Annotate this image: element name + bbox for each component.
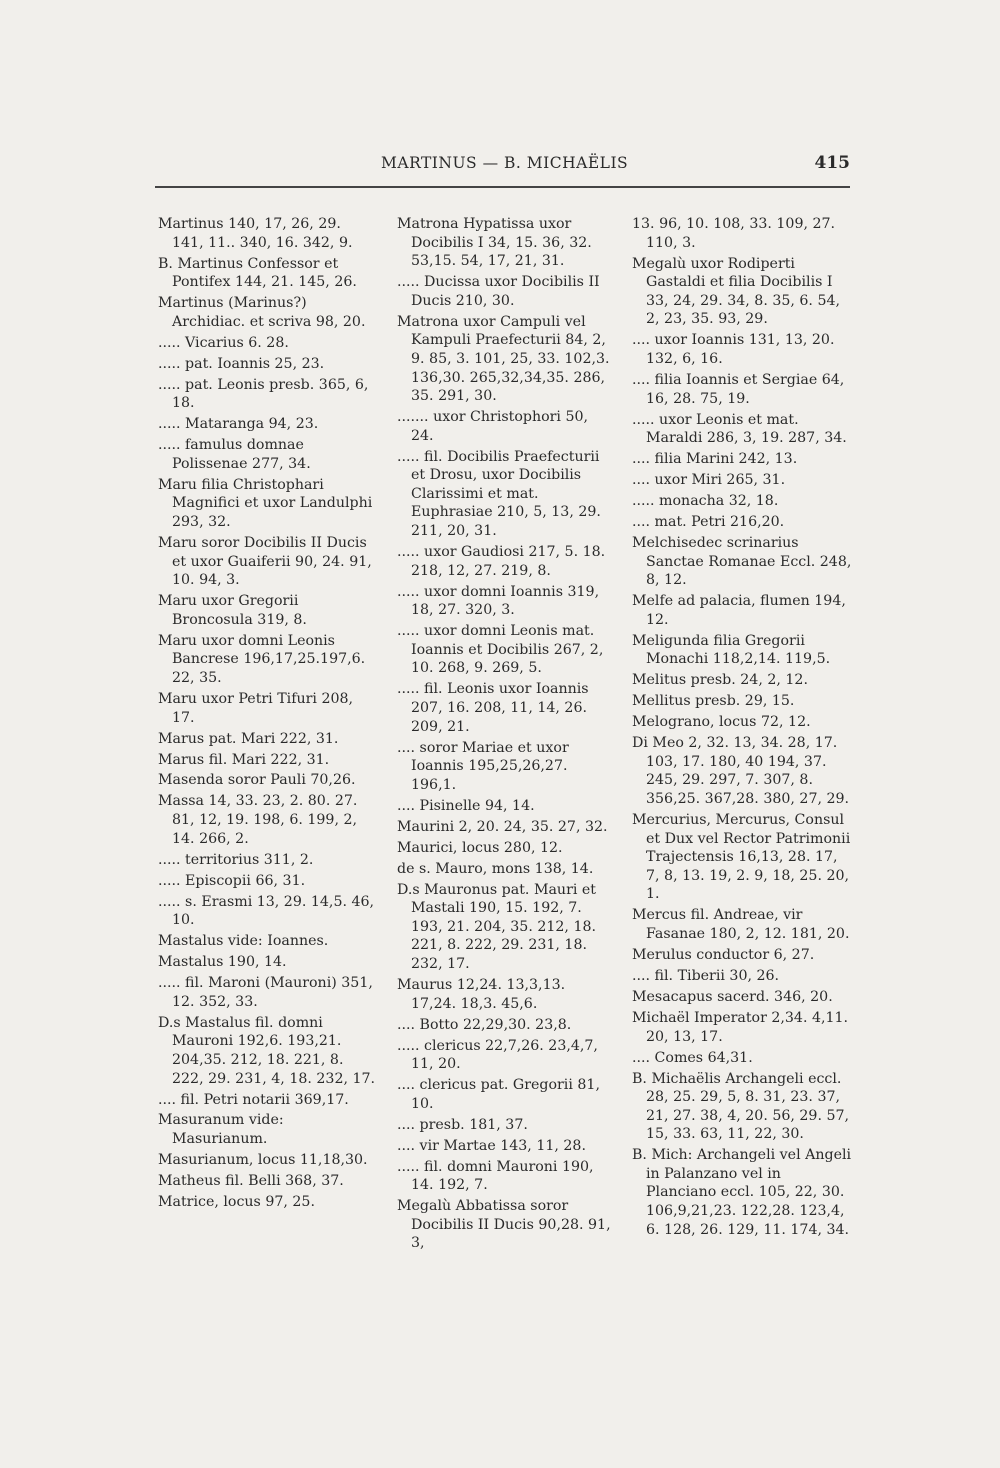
index-entry: ..... Ducissa uxor Docibilis II Ducis 210, 30. (397, 274, 600, 309)
index-entry: Maru uxor domni Leonis Bancrese 196,17,25.197,6. 22, 35. (158, 632, 366, 686)
index-entry: ..... fil. domni Mauroni 190, 14. 192, 7. (397, 1158, 594, 1194)
index-entry: Matheus fil. Belli 368, 37. (158, 1173, 344, 1190)
index-entry: ..... uxor domni Leonis mat. Ioannis et Docibilis 267, 2, 10. 268, 9. 269, 5. (397, 623, 604, 677)
index-entry: Martinus 140, 17, 26, 29. 141, 11.. 340, 16. 342, 9. (158, 216, 353, 251)
index-entry: Matrice, locus 97, 25. (158, 1194, 315, 1211)
index-entry: Marus pat. Mari 222, 31. (158, 730, 339, 747)
index-entry: .... Pisinelle 94, 14. (397, 797, 535, 814)
index-entry: ..... pat. Leonis presb. 365, 6, 18. (158, 376, 369, 412)
index-entry: Mercus fil. Andreae, vir Fasanae 180, 2, 12. 181, 20. (632, 907, 850, 943)
index-entry: Mesacapus sacerd. 346, 20. (632, 988, 833, 1005)
index-entry: Martinus (Marinus?) Archidiac. et scriva 98, 20. (158, 295, 366, 330)
index-entry: Maru uxor Gregorii Broncosula 319, 8. (158, 593, 307, 628)
index-entry: Mastalus 190, 14. (158, 954, 287, 971)
index-entry: ..... territorius 311, 2. (158, 851, 314, 868)
index-entry: Megalù Abbatissa soror Docibilis II Ducis 90,28. 91, 3, (397, 1198, 611, 1252)
running-title: MARTINUS — B. MICHAËLIS (381, 154, 629, 172)
index-entry: Massa 14, 33. 23, 2. 80. 27. 81, 12, 19. 198, 6. 199, 2, 14. 266, 2. (158, 793, 358, 847)
index-entry: Masenda soror Pauli 70,26. (158, 772, 356, 789)
index-entry: Megalù uxor Rodiperti Gastaldi et filia Docibilis I 33, 24, 29. 34, 8. 35, 6. 54, 2, 23, 35. 93, 29. (632, 255, 841, 328)
header-rule (155, 186, 850, 188)
index-entry: ..... fil. Maroni (Mauroni) 351, 12. 352, 33. (158, 975, 373, 1010)
index-entry: .... uxor Miri 265, 31. (632, 472, 786, 489)
index-entry: D.s Mastalus fil. domni Mauroni 192,6. 193,21. 204,35. 212, 18. 221, 8. 222, 29. 231, 4, 18. 232, 17. (158, 1014, 376, 1087)
index-entry: Mercurius, Mercurus, Consul et Dux vel Rector Patrimonii Trajectensis 16,13, 28. 17, 7, 8, 13. 19, 2. 9, 18, 25. 20, 1. (632, 812, 851, 903)
index-entry: ..... uxor Gaudiosi 217, 5. 18. 218, 12, 27. 219, 8. (397, 544, 606, 579)
index-entry: Maurini 2, 20. 24, 35. 27, 32. (397, 818, 608, 835)
index-column-1 (158, 215, 376, 1214)
index-entry: Masuranum vide: Masurianum. (158, 1112, 284, 1148)
index-entry: ..... pat. Ioannis 25, 23. (158, 355, 325, 372)
index-entry: Mastalus vide: Ioannes. (158, 933, 329, 950)
index-entry: B. Mich: Archangeli vel Angeli in Palanzano vel in Planciano eccl. 105, 22, 30. 106,9,21,23. 122,28. 123,4, 6. 128, 26. 129, 11. 174, 34. (632, 1147, 852, 1238)
index-entry: ..... s. Erasmi 13, 29. 14,5. 46, 10. (158, 893, 375, 929)
index-entry: de s. Mauro, mons 138, 14. (397, 860, 594, 877)
index-entry: .... fil. Petri notarii 369,17. (158, 1091, 349, 1108)
index-entry: ....... uxor Christophori 50, 24. (397, 409, 589, 444)
index-entry: ..... uxor domni Ioannis 319, 18, 27. 320, 3. (397, 583, 600, 619)
index-entry: ..... Episcopii 66, 31. (158, 872, 306, 889)
index-entry: .... uxor Ioannis 131, 13, 20. 132, 6, 16. (632, 332, 835, 367)
index-column-3 (632, 215, 852, 1242)
index-entry: .... fil. Tiberii 30, 26. (632, 967, 780, 984)
index-entry: ..... fil. Docibilis Praefecturii et Drosu, uxor Docibilis Clarissimi et mat. Euphrasiae 210, 5, 13, 29. 211, 20, 31. (397, 448, 601, 540)
index-entry: D.s Mauronus pat. Mauri et Mastali 190, 15. 192, 7. 193, 21. 204, 35. 212, 18. 221, 8. 222, 29. 231, 18. 232, 17. (397, 881, 597, 973)
index-entry: .... soror Mariae et uxor Ioannis 195,25,26,27. 196,1. (397, 739, 569, 793)
index-entry: Maurus 12,24. 13,3,13. 17,24. 18,3. 45,6. (397, 977, 566, 1012)
index-entry: Meligunda filia Gregorii Monachi 118,2,14. 119,5. (632, 632, 831, 668)
index-entry: Melfe ad palacia, flumen 194, 12. (632, 593, 846, 628)
index-entry: ..... famulus domnae Polissenae 277, 34. (158, 437, 311, 472)
page-header (155, 150, 850, 180)
index-entry: Mellitus presb. 29, 15. (632, 693, 795, 710)
index-entry: .... filia Marini 242, 13. (632, 451, 798, 468)
index-entry: Matrona Hypatissa uxor Docibilis I 34, 15. 36, 32. 53,15. 54, 17, 21, 31. (397, 216, 592, 270)
index-entry: B. Michaëlis Archangeli eccl. 28, 25. 29, 5, 8. 31, 23. 37, 21, 27. 38, 4, 20. 56, 29. 57, 15, 33. 63, 11, 22, 30. (632, 1070, 850, 1143)
index-entry: Matrona uxor Campuli vel Kampuli Praefecturii 84, 2, 9. 85, 3. 101, 25, 33. 102,3. 136,30. 265,32,34,35. 286, 35. 291, 30. (397, 313, 610, 405)
index-entry: Maru uxor Petri Tifuri 208, 17. (158, 690, 354, 726)
index-entry: .... vir Martae 143, 11, 28. (397, 1137, 586, 1154)
index-entry: 13. 96, 10. 108, 33. 109, 27. 110, 3. (632, 216, 836, 251)
index-entry: B. Martinus Confessor et Pontifex 144, 21. 145, 26. (158, 255, 357, 291)
index-entry: .... filia Ioannis et Sergiae 64, 16, 28. 75, 19. (632, 371, 845, 407)
index-entry: .... presb. 181, 37. (397, 1116, 528, 1133)
page-number: 415 (814, 153, 850, 173)
index-entry: ..... fil. Leonis uxor Ioannis 207, 16. 208, 11, 14, 26. 209, 21. (397, 681, 589, 735)
index-entry: Di Meo 2, 32. 13, 34. 28, 17. 103, 17. 180, 40 194, 37. 245, 29. 297, 7. 307, 8. 356,25. 367,28. 380, 27, 29. (632, 735, 850, 808)
index-entry: .... clericus pat. Gregorii 81, 10. (397, 1077, 600, 1112)
index-entry: .... mat. Petri 216,20. (632, 514, 785, 531)
index-entry: Melograno, locus 72, 12. (632, 714, 811, 731)
index-entry: ..... Mataranga 94, 23. (158, 416, 319, 433)
index-entry: Merulus conductor 6, 27. (632, 947, 815, 963)
index-entry: .... Comes 64,31. (632, 1049, 753, 1066)
index-entry: Michaël Imperator 2,34. 4,11. 20, 13, 17. (632, 1009, 849, 1045)
index-entry: ..... uxor Leonis et mat. Maraldi 286, 3, 19. 287, 34. (632, 411, 847, 447)
index-entry: Melitus presb. 24, 2, 12. (632, 672, 808, 689)
index-entry: Maru filia Christophari Magnifici et uxor Landulphi 293, 32. (158, 476, 373, 531)
index-entry: Marus fil. Mari 222, 31. (158, 751, 330, 768)
index-entry: Melchisedec scrinarius Sanctae Romanae Eccl. 248, 8, 12. (632, 535, 852, 589)
index-column-2 (397, 215, 613, 1255)
index-entry: .... Botto 22,29,30. 23,8. (397, 1016, 572, 1033)
index-entry: ..... clericus 22,7,26. 23,4,7, 11, 20. (397, 1037, 598, 1073)
index-entry: ..... monacha 32, 18. (632, 493, 779, 510)
index-entry: Maurici, locus 280, 12. (397, 839, 563, 856)
index-entry: ..... Vicarius 6. 28. (158, 334, 289, 351)
index-entry: Masurianum, locus 11,18,30. (158, 1152, 368, 1169)
index-entry: Maru soror Docibilis II Ducis et uxor Guaiferii 90, 24. 91, 10. 94, 3. (158, 535, 372, 589)
